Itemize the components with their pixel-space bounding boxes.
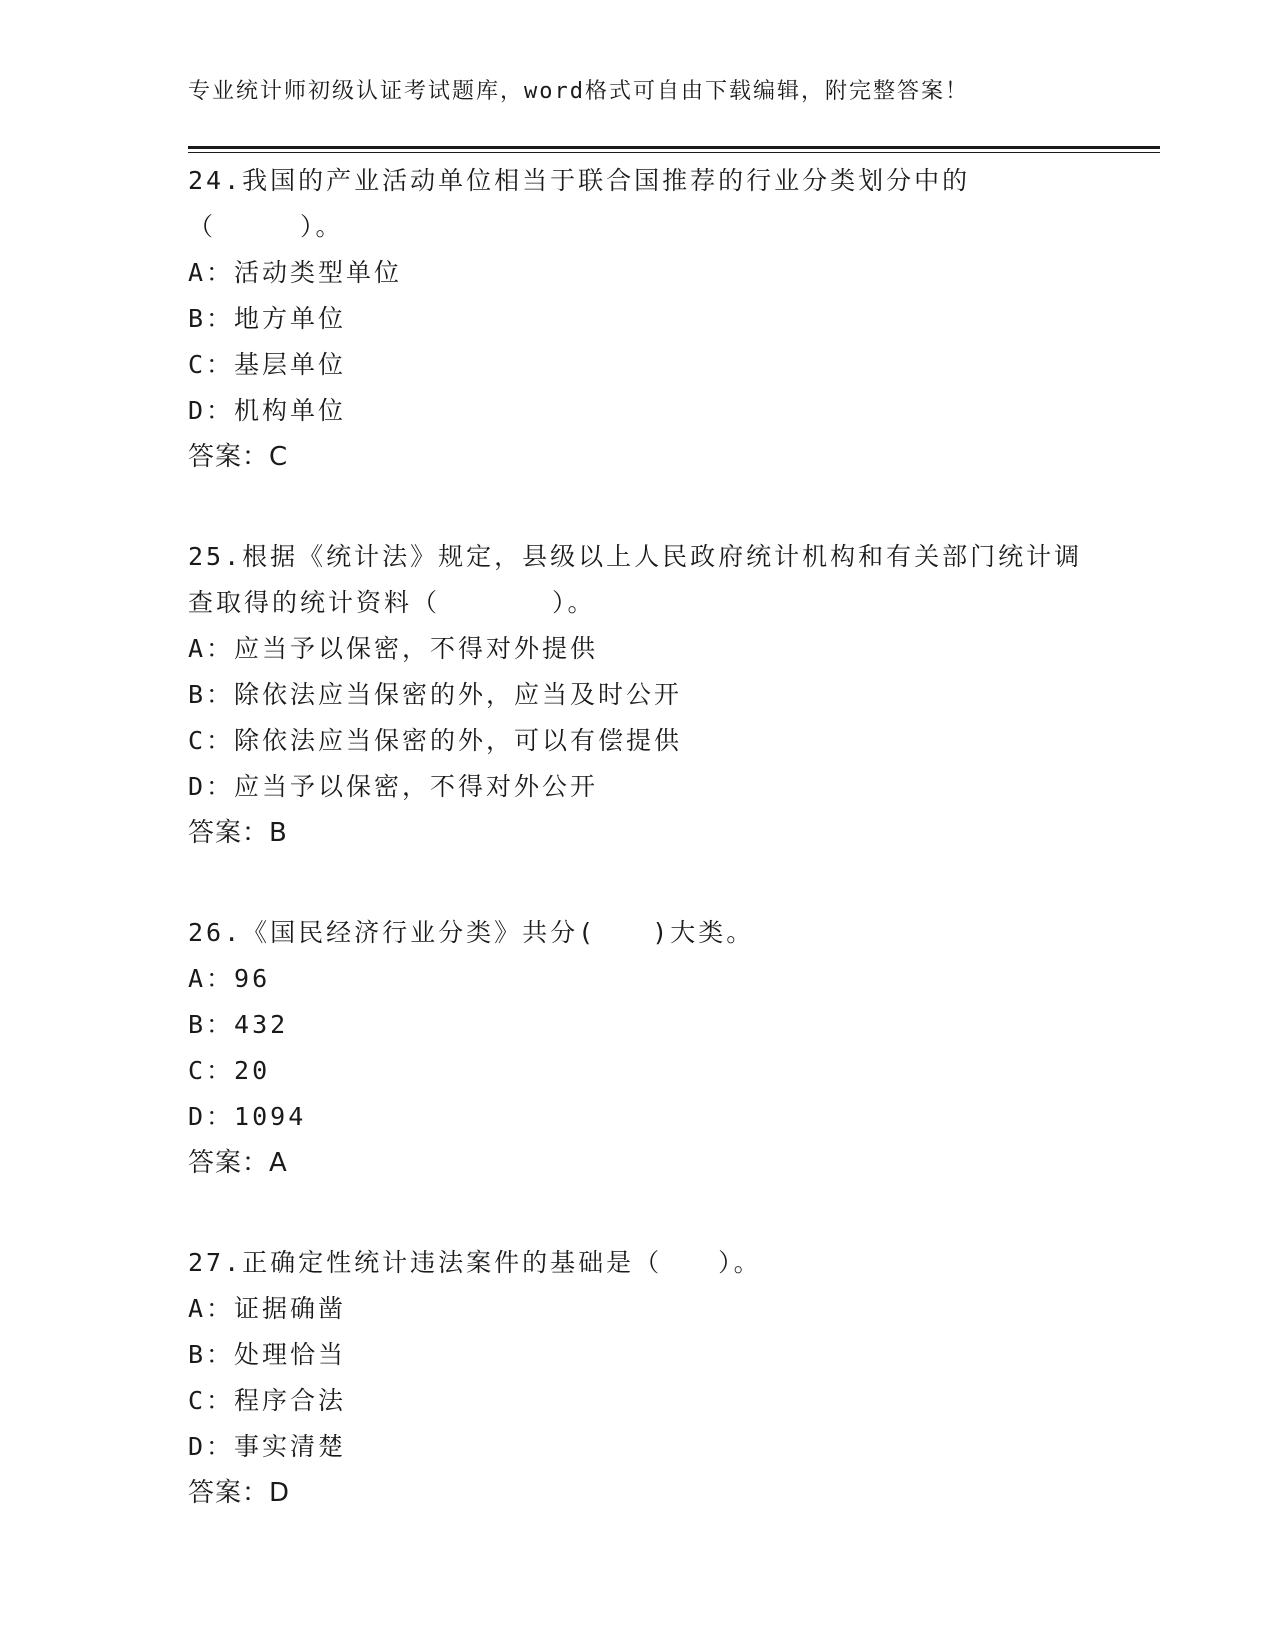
question-list xyxy=(188,158,1088,1570)
option-d: D：应当予以保密，不得对外公开 xyxy=(188,772,599,801)
option-a: A：应当予以保密，不得对外提供 xyxy=(188,634,599,663)
document-header: 专业统计师初级认证考试题库，word格式可自由下载编辑，附完整答案！ xyxy=(188,79,969,104)
question-text: 26.《国民经济行业分类》共分( )大类。 xyxy=(188,918,755,947)
option-b: B：处理恰当 xyxy=(188,1340,347,1369)
option-d: D：机构单位 xyxy=(188,396,347,425)
question-text: 24.我国的产业活动单位相当于联合国推荐的行业分类划分中的（ ）。 xyxy=(188,166,971,241)
option-c: C：20 xyxy=(188,1056,271,1085)
question-25 xyxy=(188,534,1088,856)
answer: 答案：A xyxy=(188,1148,288,1178)
header-rule-thick xyxy=(188,146,1160,149)
option-a: A：96 xyxy=(188,964,271,993)
answer: 答案：D xyxy=(188,1478,291,1508)
option-b: B：地方单位 xyxy=(188,304,347,333)
option-b: B：除依法应当保密的外，应当及时公开 xyxy=(188,680,683,709)
option-c: C：程序合法 xyxy=(188,1386,347,1415)
answer: 答案：C xyxy=(188,442,289,472)
option-d: D：事实清楚 xyxy=(188,1432,347,1461)
option-c: C：除依法应当保密的外，可以有偿提供 xyxy=(188,726,683,755)
answer: 答案：B xyxy=(188,818,288,848)
option-a: A：活动类型单位 xyxy=(188,258,403,287)
question-24 xyxy=(188,158,1088,480)
question-27 xyxy=(188,1240,1088,1516)
question-text: 27.正确定性统计违法案件的基础是（ ）。 xyxy=(188,1248,762,1277)
header-rule-thin xyxy=(188,152,1160,153)
question-26 xyxy=(188,910,1088,1186)
option-d: D：1094 xyxy=(188,1102,307,1131)
option-a: A：证据确凿 xyxy=(188,1294,347,1323)
option-c: C：基层单位 xyxy=(188,350,347,379)
question-text: 25.根据《统计法》规定，县级以上人民政府统计机构和有关部门统计调查取得的统计资料（ ）。 xyxy=(188,542,1083,617)
option-b: B：432 xyxy=(188,1010,289,1039)
